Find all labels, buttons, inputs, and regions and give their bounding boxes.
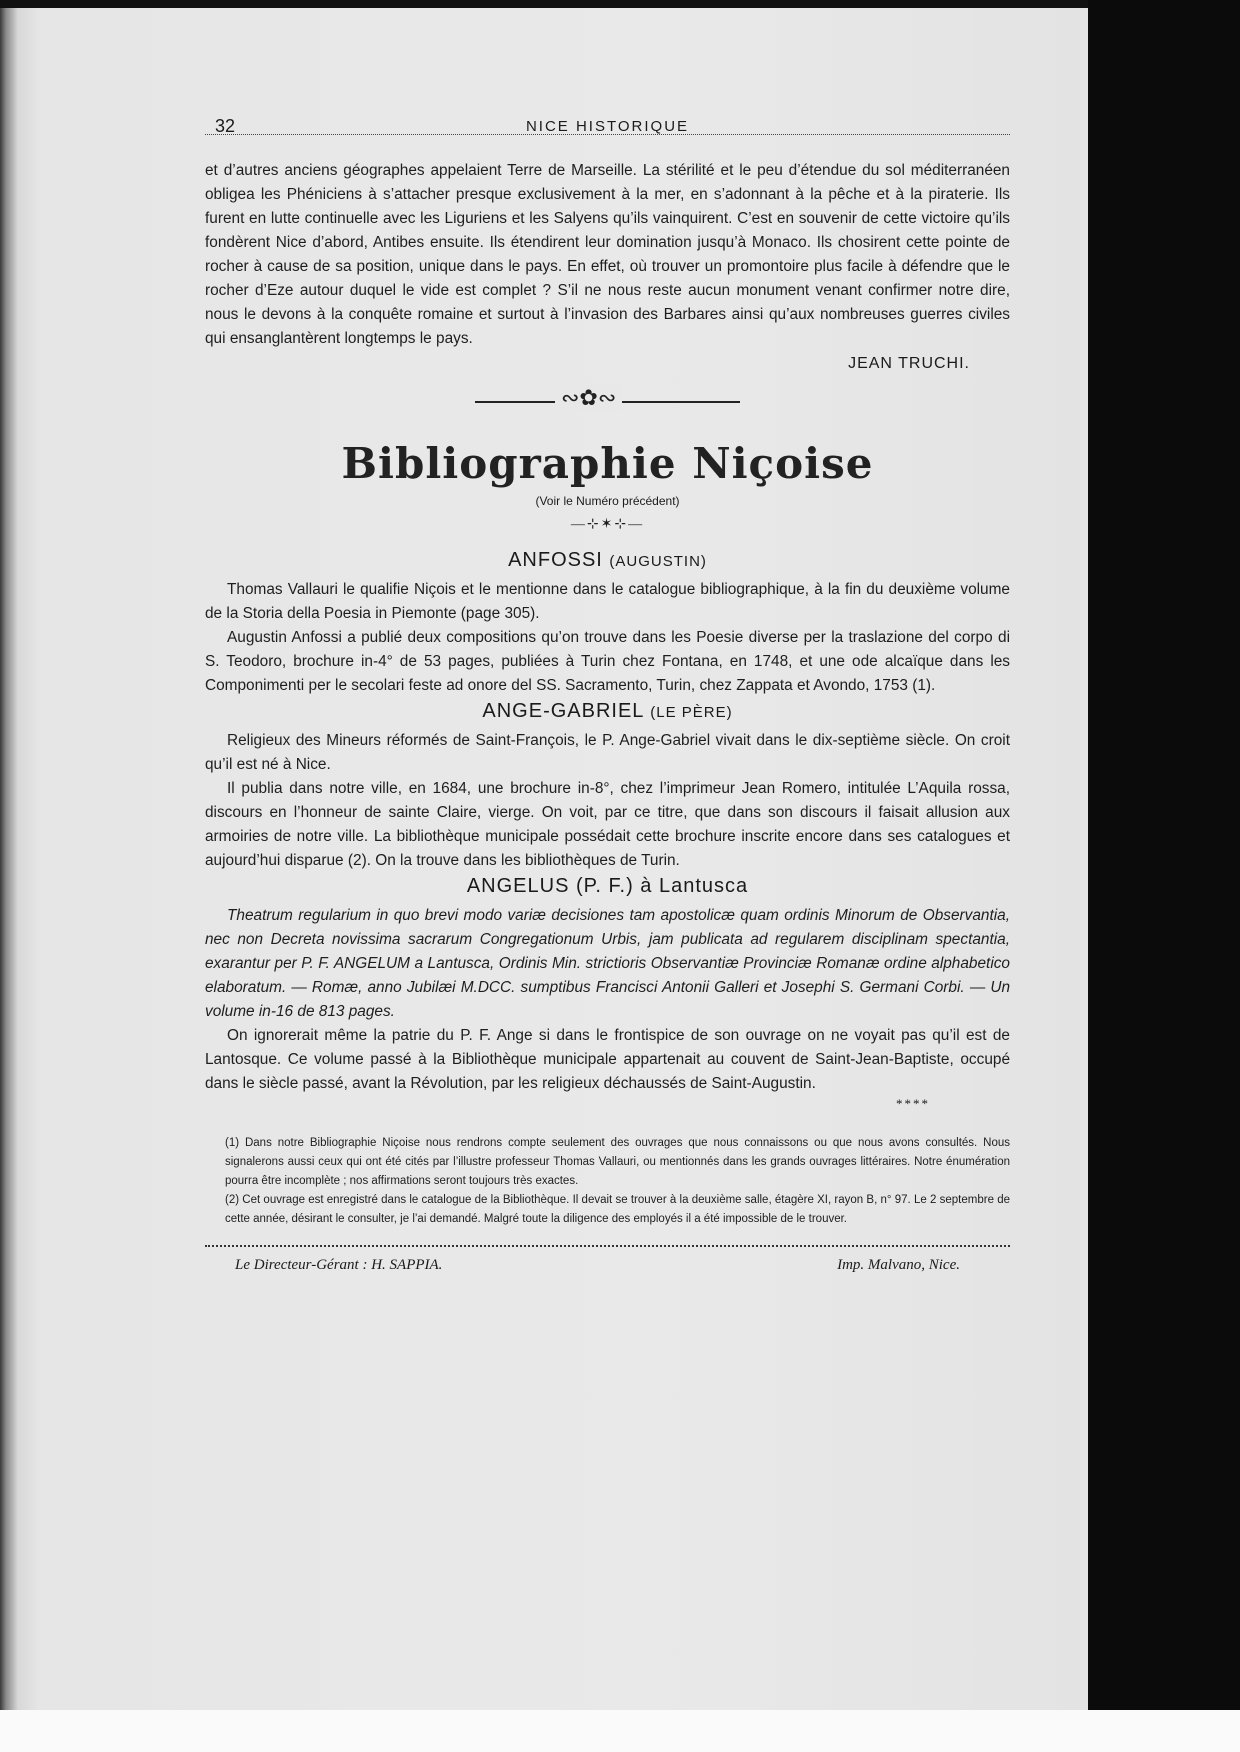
ornament-flourish-icon: ∾✿∾ (555, 385, 622, 411)
entry-heading-main: ANGELUS (P. F.) à Lantusca (466, 875, 749, 897)
footnotes (205, 1134, 1010, 1229)
footnote: (2) Cet ouvrage est enregistré dans le catalogue de la Bibliothèque. Il devait se trouver à la deuxième salle, étagère XI, rayon B, n° 97. Le 2 septembre de cette année, désirant le consulter, je l’ai demandé. Malgré toute la diligence des employés il a été impossible de le trouver. (225, 1194, 1010, 1225)
continuation-paragraph: et d’autres anciens géographes appelaient Terre de Marseille. La stérilité et le peu d’étendue du sol méditerranéen obligea les Phéniciens à s’attacher presque exclusivement à la mer, en s’adonnant à la pêche et à la piraterie. Ils furent en lutte continuelle avec les Liguriens et les Salyens qu’ils vainquirent. C’est en souvenir de cette victoire qu’ils fondèrent Nice d’abord, Antibes ensuite. Ils étendirent leur domination jusqu’à Monaco. Ils chosirent cette pointe de rocher à cause de sa position, unique dans le pays. En effet, où trouver un promontoire plus facile à défendre que le rocher d’Eze autour duquel le vide est complet ? S’il ne nous reste aucun monument venant confirmer notre dire, nous le devons à la conquête romaine et surtout à l’invasion des Barbares ainsi qu’aux nombreuses guerres civiles qui ensanglantèrent longtemps le pays. (205, 162, 1010, 347)
entry-paragraph: Thomas Vallauri le qualifie Niçois et le mentionne dans le catalogue bibliographique, à la fin du deuxième volume de la Storia della Poesia in Piemonte (page 305). (205, 581, 1010, 622)
entry-heading-sub: (LE PÈRE) (650, 704, 733, 721)
scan-dark-margin (1088, 0, 1240, 1710)
author-signature: JEAN TRUCHI. (848, 355, 970, 372)
entry-heading-main: ANFOSSI (508, 549, 603, 571)
imprint-printer: Imp. Malvano, Nice. (837, 1257, 960, 1273)
end-mark: **** (896, 1096, 930, 1111)
page-number: 32 (215, 116, 236, 136)
imprint-director: Le Directeur-Gérant : H. SAPPIA. (235, 1257, 443, 1273)
entry-anfossi (205, 549, 1010, 698)
imprint-line (205, 1257, 1010, 1281)
ornamental-divider (205, 381, 1010, 421)
scan-bottom-margin (0, 1710, 1240, 1752)
entry-paragraph: Theatrum regularium in quo brevi modo variæ decisiones tam apostolicæ quam ordinis Minorum de Observantia, nec non Decreta novissima sacrarum Congregationum Urbis, jam publicata ad regularem disciplinam spectantia, exarantur per P. F. ANGELUM a Lantusca, Ordinis Min. strictioris Observantiæ Provinciæ Romanæ ordine alphabetico elaboratum. — Romæ, anno Jubilæi M.DCC. sumptibus Francisci Antonii Galleri et Josephi S. Germani Corbi. — Un volume in-16 de 813 pages. (205, 907, 1010, 1020)
entry-heading (205, 549, 1010, 572)
entry-paragraph: Augustin Anfossi a publié deux compositions qu’on trouve dans les Poesie diverse per la traslazione del corpo di S. Teodoro, brochure in-4° de 53 pages, publiées à Turin chez Fontana, en 1748, et une ode alcaïque dans les Componimenti per le secolari feste ad onore del SS. Sacramento, Turin, chez Zappata et Avondo, 1753 (1). (205, 629, 1010, 694)
entry-paragraph: On ignorerait même la patrie du P. F. Ange si dans le frontispice de son ouvrage on ne voyait pas qu’il est de Lantosque. Ce volume passé à la Bibliothèque municipale appartenait au couvent de Saint-Jean-Baptiste, occupé dans le siècle passé, avant la Révolution, par les religieux déchaussés de Saint-Augustin. (205, 1027, 1010, 1092)
document-page (205, 100, 1010, 1281)
entry-heading (205, 700, 1010, 723)
imprint-rule (205, 1245, 1010, 1247)
entry-heading-main: ANGE-GABRIEL (482, 700, 644, 722)
footnote: (1) Dans notre Bibliographie Niçoise nous rendrons compte seulement des ouvrages que nous connaissons ou que nous avons consultés. Nous signalerons aussi ceux qui ont été cités par l’illustre professeur Thomas Vallauri, ou mentionnés dans les grands ouvrages littéraires. Notre énumération pourra être incomplète ; nos affirmations seront toujours très exactes. (225, 1137, 1010, 1187)
entry-paragraph: Religieux des Mineurs réformés de Saint-François, le P. Ange-Gabriel vivait dans le dix-septième siècle. On croit qu’il est né à Nice. (205, 732, 1010, 773)
entry-heading (205, 875, 1010, 898)
running-head (205, 100, 1010, 135)
entry-angelus (205, 875, 1010, 1096)
section-note: (Voir le Numéro précédent) (535, 494, 680, 508)
small-ornament-icon: —⊹✶⊹— (570, 517, 645, 532)
entry-ange-gabriel (205, 700, 1010, 873)
entry-paragraph: Il publia dans notre ville, en 1684, une brochure in-8°, chez l’imprimeur Jean Romero, intitulée L’Aquila rossa, discours en l’honneur de sainte Claire, vierge. On voit, par ce titre, que dans son discours il faisait allusion aux armoiries de notre ville. La bibliothèque municipale possédait cette brochure inscrite encore dans ses catalogues et aujourd’hui disparue (2). On la trouve dans les bibliothèques de Turin. (205, 780, 1010, 869)
section-title: Bibliographie Niçoise (341, 439, 874, 488)
entry-heading-sub: (AUGUSTIN) (609, 553, 707, 570)
journal-title: NICE HISTORIQUE (525, 118, 690, 135)
